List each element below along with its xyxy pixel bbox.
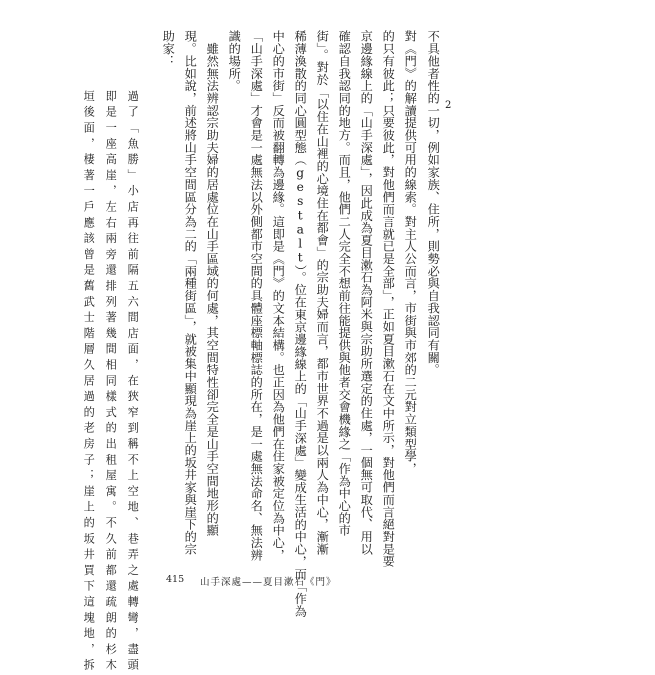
body-line-11: 雖然無法辨認宗助夫婦的居處位在山手區域的何處，其空間特性卻完全是山手空間地形的顯 [205,30,220,537]
margin-note: 2 [445,100,452,111]
body-line-10: 識的場所。 [227,30,242,92]
body-line-6: 街」。對於「以住在山裡的心境住在都會」的宗助夫婦而言，都市世界不過是以兩人為中心，漸漸 [315,30,330,555]
body-line-8: 中心的市街」反而被翻轉為邊緣。這即是《門》的文本結構。也正因為他們在住家被定位為中心， [271,30,286,562]
page-number: 415 [166,574,185,585]
body-line-7: 稀薄渙散的同心圓型態（gestalt）。位在東京邊緣線上的「山手深處」變成生活的中心，而「作為 [293,30,308,617]
quote-line-3: 垣後面，棲著一戶應該曾是舊武士階層久居過的老房子；崖上的坂井買下這塊地，拆 [82,90,96,675]
quote-line-1: 過了「魚勝」小店再往前隔五六間店面，在狹窄到稱不上空地、巷弄之處轉彎，盡頭 [126,90,140,675]
body-line-4: 京邊緣線上的「山手深處」，因此成為夏目漱石為阿米與宗助所選定的住處，一個無可取代、用以 [359,30,374,555]
running-head: 山手深處——夏目漱石《門》 [200,577,337,588]
quote-line-2: 即是一座高崖，左右兩旁還排列著幾間相同樣式的出租屋寓。不久前都還疏朗的杉木 [104,90,118,675]
body-line-1: 不具他者性的一切，例如家族、住所，則勢必與自我認同有關。 [426,30,441,376]
body-line-3: 的只有彼此；只要彼此，對他們而言就已是全部」，正如夏目漱石在文中所示，對他們而言絕對是要 [381,30,396,568]
body-line-12: 現。比如說，前述將山手空間區分為二的「兩種街區」，就被集中顯現為崖上的坂井家與崖下的宗 [183,30,198,555]
body-line-2: 對《門》的解讀提供可用的線索。對主人公而言，市街與市郊的二元對立類型學， [403,30,418,475]
body-line-9: 「山手深處」才會是一處無法以外側都市空間的具體座標軸標誌的所在，是一處無法命名、無法辨 [249,30,264,562]
body-line-13: 助家： [161,30,176,68]
body-line-5: 確認自我認同的地方。而且，他們二人完全不想前往能提供與他者交會機緣之「作為中心的市 [337,30,352,537]
